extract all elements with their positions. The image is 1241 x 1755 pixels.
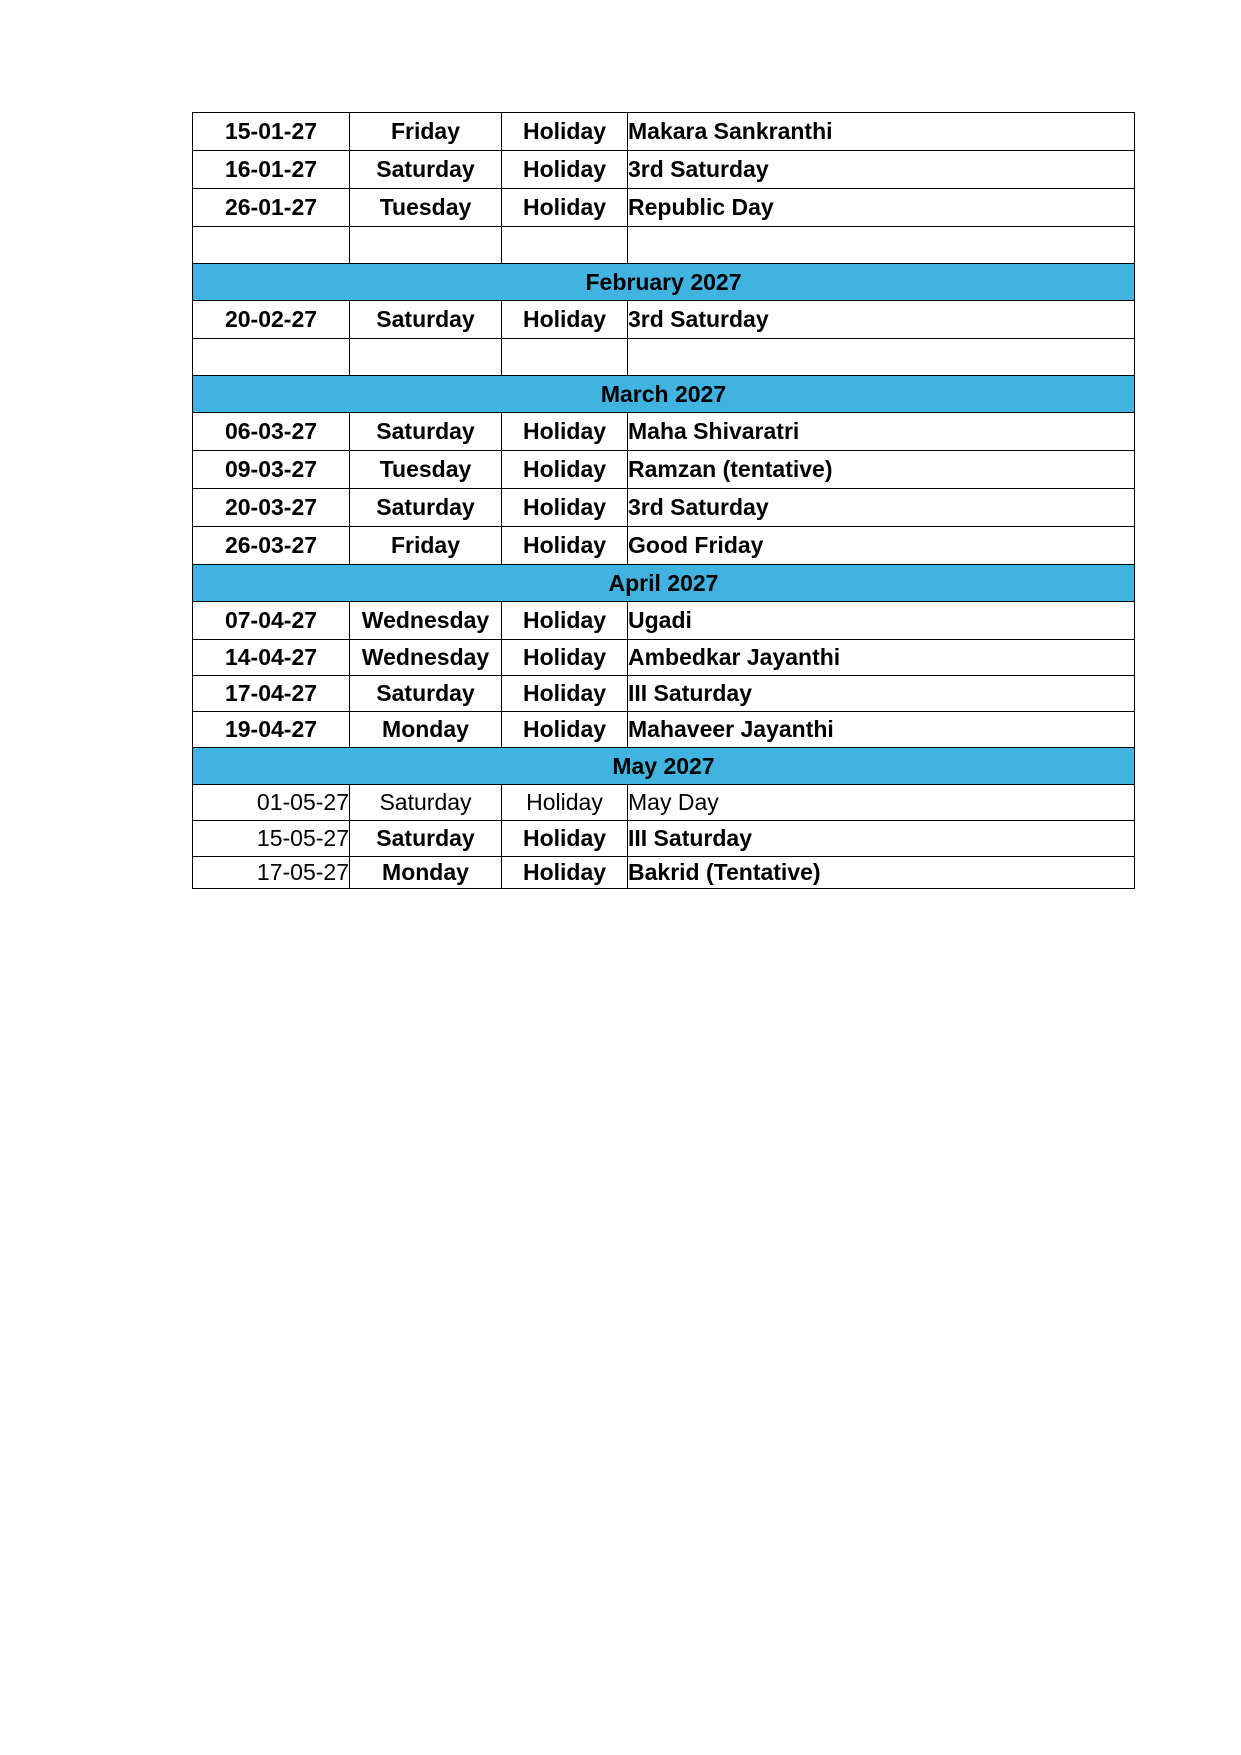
table-row: [193, 113, 1135, 151]
table-row: [193, 413, 1135, 451]
date-cell: 26-03-27: [193, 527, 350, 565]
holiday-name-cell: Republic Day: [628, 189, 1135, 227]
date-cell: 17-05-27: [193, 857, 350, 889]
holiday-name-cell: Ramzan (tentative): [628, 451, 1135, 489]
month-header-row: [193, 376, 1135, 413]
holiday-name-cell: May Day: [628, 785, 1135, 821]
type-cell: Holiday: [502, 113, 628, 151]
day-cell: Friday: [350, 527, 502, 565]
day-cell: Wednesday: [350, 640, 502, 676]
empty-cell: [502, 227, 628, 264]
holiday-name-cell: 3rd Saturday: [628, 151, 1135, 189]
type-cell: Holiday: [502, 640, 628, 676]
date-cell: 15-01-27: [193, 113, 350, 151]
month-header: February 2027: [193, 264, 1135, 301]
type-cell: Holiday: [502, 527, 628, 565]
day-cell: Saturday: [350, 676, 502, 712]
empty-cell: [193, 227, 350, 264]
empty-cell: [350, 227, 502, 264]
holiday-name-cell: 3rd Saturday: [628, 489, 1135, 527]
month-header-row: [193, 264, 1135, 301]
date-cell: 06-03-27: [193, 413, 350, 451]
holiday-name-cell: Makara Sankranthi: [628, 113, 1135, 151]
holiday-name-cell: 3rd Saturday: [628, 301, 1135, 339]
holiday-name-cell: III Saturday: [628, 821, 1135, 857]
type-cell: Holiday: [502, 676, 628, 712]
table-row: [193, 189, 1135, 227]
holiday-name-cell: Good Friday: [628, 527, 1135, 565]
blank-row: [193, 339, 1135, 376]
holiday-name-cell: Maha Shivaratri: [628, 413, 1135, 451]
day-cell: Saturday: [350, 785, 502, 821]
type-cell: Holiday: [502, 785, 628, 821]
type-cell: Holiday: [502, 857, 628, 889]
table-row: [193, 785, 1135, 821]
type-cell: Holiday: [502, 301, 628, 339]
holiday-table: [192, 112, 1135, 889]
holiday-name-cell: III Saturday: [628, 676, 1135, 712]
day-cell: Tuesday: [350, 189, 502, 227]
date-cell: 20-03-27: [193, 489, 350, 527]
day-cell: Monday: [350, 712, 502, 748]
date-cell: 09-03-27: [193, 451, 350, 489]
type-cell: Holiday: [502, 189, 628, 227]
holiday-name-cell: Ambedkar Jayanthi: [628, 640, 1135, 676]
empty-cell: [628, 339, 1135, 376]
type-cell: Holiday: [502, 602, 628, 640]
type-cell: Holiday: [502, 451, 628, 489]
table-row: [193, 301, 1135, 339]
type-cell: Holiday: [502, 413, 628, 451]
month-header-row: [193, 748, 1135, 785]
table-row: [193, 676, 1135, 712]
table-row: [193, 489, 1135, 527]
table-row: [193, 527, 1135, 565]
month-header-row: [193, 565, 1135, 602]
day-cell: Friday: [350, 113, 502, 151]
type-cell: Holiday: [502, 151, 628, 189]
day-cell: Saturday: [350, 821, 502, 857]
month-header: April 2027: [193, 565, 1135, 602]
empty-cell: [502, 339, 628, 376]
date-cell: 16-01-27: [193, 151, 350, 189]
date-cell: 19-04-27: [193, 712, 350, 748]
date-cell: 20-02-27: [193, 301, 350, 339]
day-cell: Saturday: [350, 151, 502, 189]
holiday-table-body: [193, 113, 1135, 889]
blank-row: [193, 227, 1135, 264]
date-cell: 14-04-27: [193, 640, 350, 676]
month-header: May 2027: [193, 748, 1135, 785]
date-cell: 15-05-27: [193, 821, 350, 857]
holiday-name-cell: Ugadi: [628, 602, 1135, 640]
date-cell: 26-01-27: [193, 189, 350, 227]
holiday-name-cell: Mahaveer Jayanthi: [628, 712, 1135, 748]
day-cell: Monday: [350, 857, 502, 889]
table-row: [193, 857, 1135, 889]
table-row: [193, 712, 1135, 748]
table-row: [193, 602, 1135, 640]
day-cell: Saturday: [350, 413, 502, 451]
month-header: March 2027: [193, 376, 1135, 413]
empty-cell: [193, 339, 350, 376]
day-cell: Wednesday: [350, 602, 502, 640]
type-cell: Holiday: [502, 489, 628, 527]
table-row: [193, 640, 1135, 676]
empty-cell: [350, 339, 502, 376]
table-row: [193, 451, 1135, 489]
empty-cell: [628, 227, 1135, 264]
type-cell: Holiday: [502, 821, 628, 857]
type-cell: Holiday: [502, 712, 628, 748]
table-row: [193, 821, 1135, 857]
holiday-name-cell: Bakrid (Tentative): [628, 857, 1135, 889]
day-cell: Saturday: [350, 301, 502, 339]
date-cell: 07-04-27: [193, 602, 350, 640]
date-cell: 01-05-27: [193, 785, 350, 821]
date-cell: 17-04-27: [193, 676, 350, 712]
table-row: [193, 151, 1135, 189]
day-cell: Saturday: [350, 489, 502, 527]
day-cell: Tuesday: [350, 451, 502, 489]
